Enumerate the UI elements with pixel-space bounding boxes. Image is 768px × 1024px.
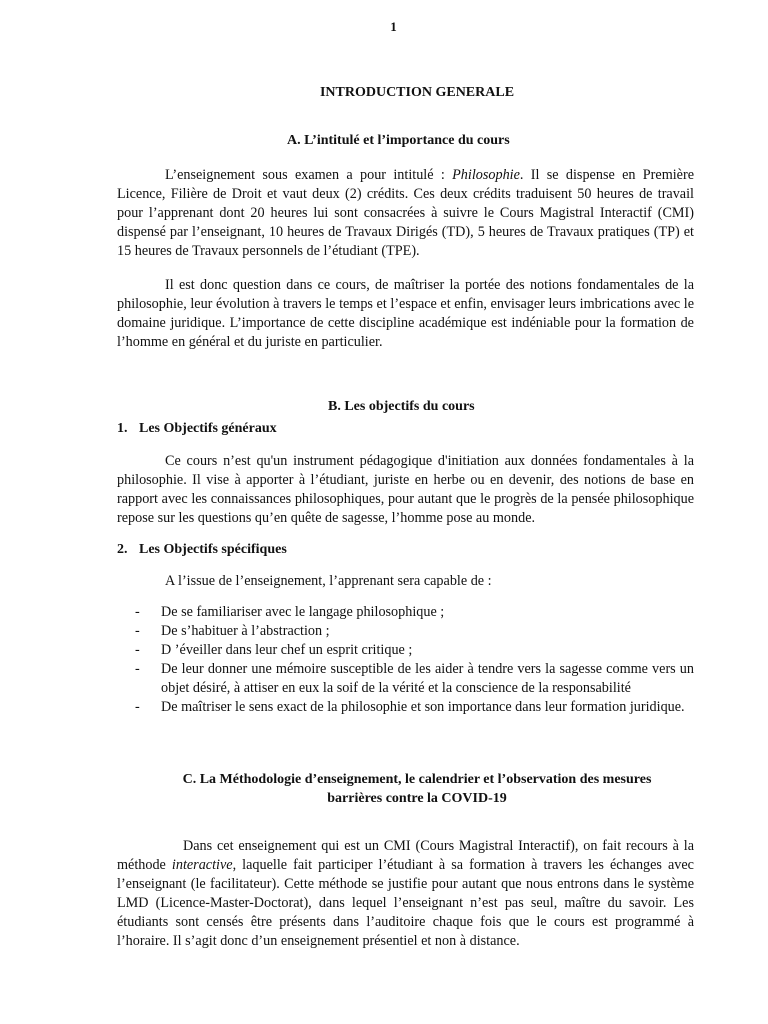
section-c-heading-line-2: barrières contre la COVID-19: [327, 791, 507, 806]
section-c-heading-line-1: C. La Méthodologie d’enseignement, le calendrier et l’observation des mesures: [182, 772, 652, 787]
bullet-dash: -: [135, 642, 140, 658]
document-page: [117, 0, 694, 1024]
objectifs-generaux-heading: [117, 419, 277, 438]
section-a-p1-italic: Philosophie: [452, 167, 520, 183]
section-a-p1-before: L’enseignement sous examen a pour intitulé :: [165, 167, 453, 183]
section-a-p1-after: . Il se dispense en Première Licence, Filière de Droit et vaut deux (2) crédits. Ces deux crédits traduisent 50 heures de travail pour l’apprenant dont 20 heures lui sont consacrées à suivre le Cours Magistral Interactif (CMI) dispensé par l’enseignant, 10 heures de Travaux Dirigés (TD), 5 heures de Travaux pratiques (TP) et 15 heures de Travaux personnels de l’étudiant (TPE).: [117, 167, 694, 259]
list-item: [135, 641, 694, 660]
sub-heading-number: 1.: [117, 421, 128, 436]
section-c-heading: [147, 770, 687, 808]
list-item-text: De leur donner une mémoire susceptible de les aider à tendre vers la sagesse comme vers un objet désiré, à attiser en eux la soif de la vérité et la conscience de la responsabilité: [161, 661, 694, 696]
list-item: [135, 622, 694, 641]
page-number: 1: [390, 19, 397, 34]
objectifs-lead: A l’issue de l’enseignement, l’apprenant sera capable de :: [165, 573, 492, 589]
section-a-heading: A. L’intitulé et l’importance du cours: [287, 133, 510, 148]
list-item-text: De maîtriser le sens exact de la philosophie et son importance dans leur formation juridique.: [161, 699, 685, 715]
list-item: [135, 660, 694, 698]
section-b-heading: B. Les objectifs du cours: [328, 399, 475, 414]
section-a-paragraph-2: Il est donc question dans ce cours, de maîtriser la portée des notions fondamentales de la philosophie, leur évolution à travers le temps et l’espace et enfin, envisager leurs imbrications avec le domaine juridique. L’importance de cette discipline académique est indéniable pour la formation de l’homme en général et du juriste en particulier.: [117, 277, 694, 350]
sub-heading-label: Les Objectifs généraux: [139, 421, 277, 436]
section-c-p1-italic: interactive: [171, 857, 233, 873]
section-c-paragraph-1: [117, 837, 694, 951]
sub-heading-number: 2.: [117, 542, 128, 557]
bullet-dash: -: [135, 661, 140, 677]
section-a-paragraph-1: [117, 166, 694, 261]
sub-heading-label: Les Objectifs spécifiques: [139, 542, 287, 557]
list-item: [135, 603, 694, 622]
section-b-paragraph-1: Ce cours n’est qu'un instrument pédagogique d'initiation aux données fondamentales à la philosophie. Il vise à apporter à l’étudiant, juriste en herbe ou en devenir, des notions de base en rapport avec les connaissances philosophiques, pour autant que le progrès de la pensée philosophique repose sur les questions qu’en quête de sagesse, l’homme pose au monde.: [117, 453, 694, 526]
bullet-dash: -: [135, 623, 140, 639]
bullet-dash: -: [135, 699, 140, 715]
bullet-dash: -: [135, 604, 140, 620]
list-item-text: D ’éveiller dans leur chef un esprit critique ;: [161, 642, 413, 658]
objectifs-list: [135, 603, 694, 717]
page-title: INTRODUCTION GENERALE: [319, 85, 515, 100]
list-item: [135, 698, 694, 717]
list-item-text: De s’habituer à l’abstraction ;: [161, 623, 330, 639]
section-c-p1-before: Dans cet enseignement qui est un CMI (Cours Magistral Interactif), on fait recours à la méthode: [117, 838, 694, 873]
list-item-text: De se familiariser avec le langage philosophique ;: [161, 604, 445, 620]
objectifs-specifiques-heading: [117, 540, 287, 559]
section-c-p1-after: , laquelle fait participer l’étudiant à sa formation à travers les échanges avec l’enseignant (le facilitateur). Cette méthode se justifie pour autant que nous entrons dans le système LMD (Licence-Master-Doctorat), dans lequel l’enseignant n’est pas seul, maître du savoir. Les étudiants sont censés être présents dans l’auditoire chaque fois que le cours est programmé à l’horaire. Il s’agit donc d’un enseignement présentiel et non à distance.: [117, 857, 694, 949]
